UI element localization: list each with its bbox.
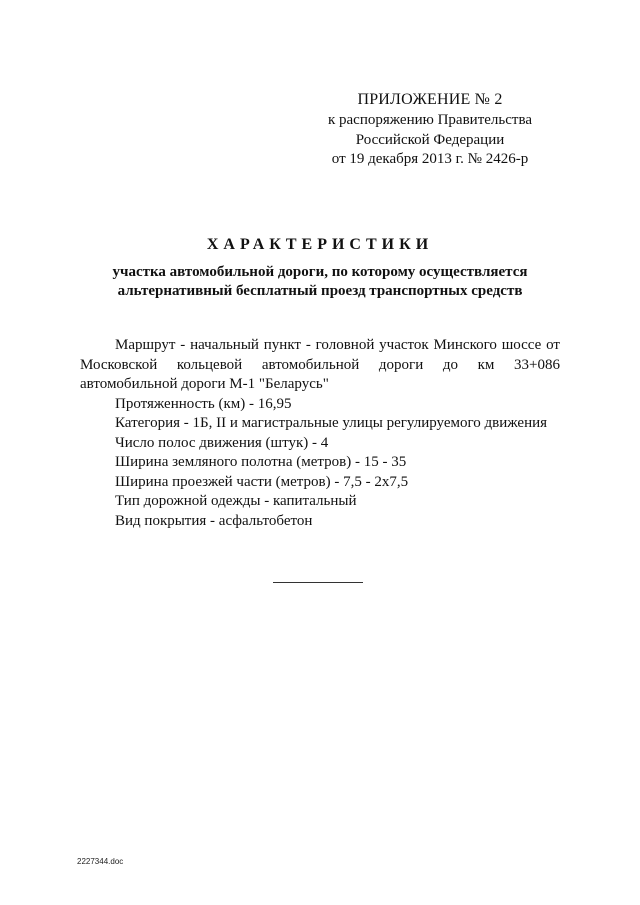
- surface-type-line: Вид покрытия - асфальтобетон: [115, 512, 313, 529]
- category-line: Категория - 1Б, II и магистральные улицы регулируемого движения: [115, 415, 548, 431]
- carriageway-width-line: Ширина проезжей части (метров) - 7,5 - 2х7,5: [115, 473, 409, 490]
- file-code: 2227344.doc: [77, 857, 124, 866]
- appendix-line-date: от 19 декабря 2013 г. № 2426-р: [331, 151, 529, 167]
- pavement-type-line: Тип дорожной одежды - капитальный: [115, 493, 357, 509]
- end-divider: [273, 582, 363, 583]
- characteristics-body: [80, 336, 560, 531]
- length-line: Протяженность (км) - 16,95: [115, 395, 292, 412]
- subtitle-line-1: участка автомобильной дороги, по которому осуществляется: [112, 264, 528, 280]
- route-paragraph: Маршрут - начальный пункт - головной участок Минского шоссе от Московской кольцевой автомобильной дороги до км 33+086 автомобильной дороги М-1 "Беларусь": [80, 337, 560, 392]
- lanes-line: Число полос движения (штук) - 4: [115, 434, 329, 451]
- document-title: ХАРАКТЕРИСТИКИ: [206, 236, 434, 253]
- appendix-reference: [300, 111, 560, 170]
- subtitle-line-2: альтернативный бесплатный проезд транспортных средств: [117, 283, 523, 299]
- appendix-line-government: Российской Федерации: [355, 131, 505, 148]
- document-subtitle: [80, 263, 560, 301]
- appendix-title: ПРИЛОЖЕНИЕ № 2: [357, 91, 503, 108]
- appendix-line-decree: к распоряжению Правительства: [327, 112, 532, 128]
- roadbed-width-line: Ширина земляного полотна (метров) - 15 - 35: [115, 454, 407, 470]
